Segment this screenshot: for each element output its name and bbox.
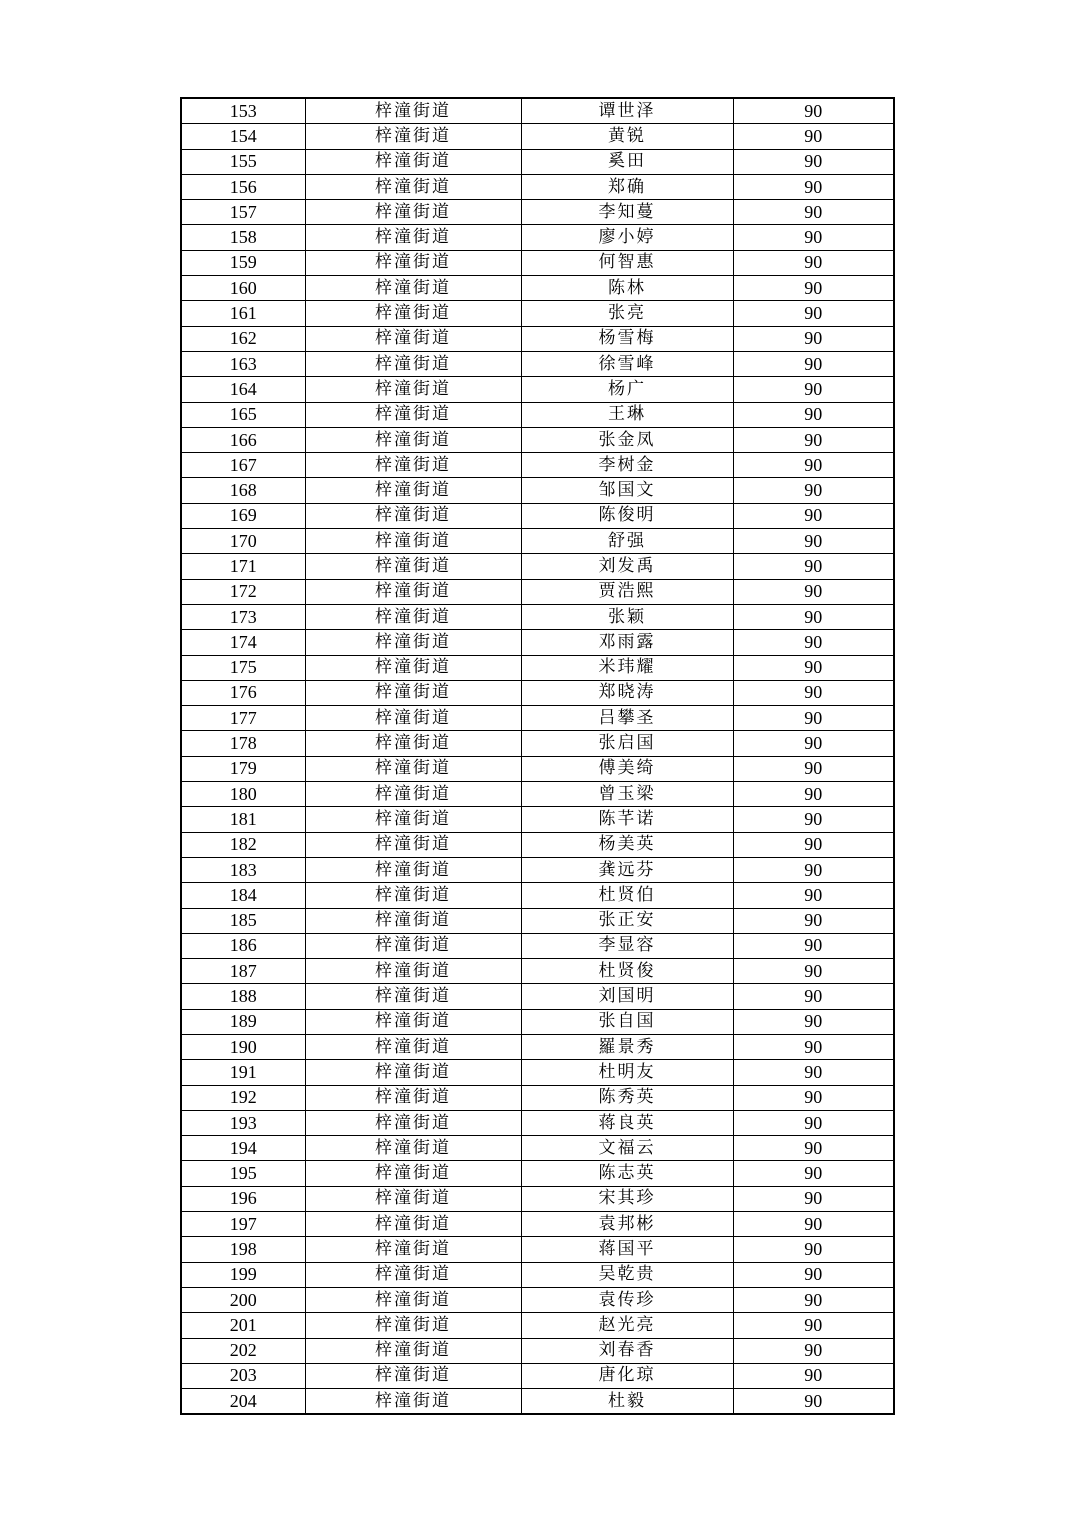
street-cell: 梓潼街道 [305, 1009, 521, 1034]
row-number-cell: 187 [181, 959, 305, 984]
person-name-cell: 邹国文 [521, 478, 733, 503]
score-cell: 90 [733, 933, 894, 958]
row-number-cell: 186 [181, 933, 305, 958]
table-row [181, 1161, 894, 1186]
row-number-cell: 153 [181, 98, 305, 124]
person-name-cell: 米玮耀 [521, 655, 733, 680]
row-number-cell: 155 [181, 149, 305, 174]
score-cell: 90 [733, 706, 894, 731]
table-row [181, 200, 894, 225]
row-number-cell: 172 [181, 579, 305, 604]
person-name-cell: 杨雪梅 [521, 326, 733, 351]
row-number-cell: 166 [181, 427, 305, 452]
score-cell: 90 [733, 200, 894, 225]
person-name-cell: 张颖 [521, 604, 733, 629]
street-cell: 梓潼街道 [305, 1085, 521, 1110]
street-cell: 梓潼街道 [305, 301, 521, 326]
table-row [181, 1287, 894, 1312]
score-cell: 90 [733, 326, 894, 351]
score-cell: 90 [733, 857, 894, 882]
score-cell: 90 [733, 149, 894, 174]
street-cell: 梓潼街道 [305, 453, 521, 478]
street-cell: 梓潼街道 [305, 832, 521, 857]
person-name-cell: 袁邦彬 [521, 1212, 733, 1237]
street-cell: 梓潼街道 [305, 807, 521, 832]
score-cell: 90 [733, 1060, 894, 1085]
person-name-cell: 李显容 [521, 933, 733, 958]
table-row [181, 933, 894, 958]
row-number-cell: 201 [181, 1313, 305, 1338]
row-number-cell: 167 [181, 453, 305, 478]
row-number-cell: 190 [181, 1034, 305, 1059]
person-name-cell: 邓雨露 [521, 630, 733, 655]
table-row [181, 832, 894, 857]
street-cell: 梓潼街道 [305, 377, 521, 402]
score-cell: 90 [733, 756, 894, 781]
person-name-cell: 刘发禹 [521, 554, 733, 579]
table-row [181, 1034, 894, 1059]
row-number-cell: 169 [181, 503, 305, 528]
roster-table-body [181, 98, 894, 1414]
score-cell: 90 [733, 301, 894, 326]
person-name-cell: 袁传珍 [521, 1287, 733, 1312]
table-row [181, 554, 894, 579]
person-name-cell: 杜贤俊 [521, 959, 733, 984]
row-number-cell: 174 [181, 630, 305, 655]
table-row [181, 756, 894, 781]
table-row [181, 1085, 894, 1110]
row-number-cell: 175 [181, 655, 305, 680]
row-number-cell: 196 [181, 1186, 305, 1211]
street-cell: 梓潼街道 [305, 478, 521, 503]
street-cell: 梓潼街道 [305, 554, 521, 579]
person-name-cell: 陈志英 [521, 1161, 733, 1186]
person-name-cell: 郑晓涛 [521, 680, 733, 705]
person-name-cell: 舒强 [521, 529, 733, 554]
score-cell: 90 [733, 1287, 894, 1312]
street-cell: 梓潼街道 [305, 276, 521, 301]
score-cell: 90 [733, 1363, 894, 1388]
table-row [181, 883, 894, 908]
row-number-cell: 181 [181, 807, 305, 832]
score-cell: 90 [733, 554, 894, 579]
street-cell: 梓潼街道 [305, 1313, 521, 1338]
score-cell: 90 [733, 908, 894, 933]
table-row [181, 604, 894, 629]
table-row [181, 1110, 894, 1135]
street-cell: 梓潼街道 [305, 579, 521, 604]
person-name-cell: 陈俊明 [521, 503, 733, 528]
table-row [181, 174, 894, 199]
score-cell: 90 [733, 579, 894, 604]
table-row [181, 478, 894, 503]
score-cell: 90 [733, 731, 894, 756]
street-cell: 梓潼街道 [305, 225, 521, 250]
street-cell: 梓潼街道 [305, 326, 521, 351]
table-row [181, 655, 894, 680]
roster-table [180, 97, 895, 1415]
table-row [181, 124, 894, 149]
row-number-cell: 195 [181, 1161, 305, 1186]
row-number-cell: 177 [181, 706, 305, 731]
table-row [181, 1389, 894, 1415]
table-row [181, 807, 894, 832]
person-name-cell: 文福云 [521, 1136, 733, 1161]
street-cell: 梓潼街道 [305, 984, 521, 1009]
table-row [181, 98, 894, 124]
person-name-cell: 张自国 [521, 1009, 733, 1034]
table-row [181, 276, 894, 301]
table-row [181, 908, 894, 933]
person-name-cell: 陈芊诺 [521, 807, 733, 832]
person-name-cell: 张金凤 [521, 427, 733, 452]
street-cell: 梓潼街道 [305, 1212, 521, 1237]
table-row [181, 1363, 894, 1388]
person-name-cell: 黄锐 [521, 124, 733, 149]
score-cell: 90 [733, 1034, 894, 1059]
person-name-cell: 张正安 [521, 908, 733, 933]
person-name-cell: 张启国 [521, 731, 733, 756]
row-number-cell: 194 [181, 1136, 305, 1161]
score-cell: 90 [733, 1009, 894, 1034]
table-row [181, 1237, 894, 1262]
row-number-cell: 178 [181, 731, 305, 756]
person-name-cell: 羅景秀 [521, 1034, 733, 1059]
street-cell: 梓潼街道 [305, 1186, 521, 1211]
street-cell: 梓潼街道 [305, 1287, 521, 1312]
row-number-cell: 189 [181, 1009, 305, 1034]
score-cell: 90 [733, 1389, 894, 1415]
street-cell: 梓潼街道 [305, 908, 521, 933]
street-cell: 梓潼街道 [305, 933, 521, 958]
street-cell: 梓潼街道 [305, 680, 521, 705]
person-name-cell: 贾浩熙 [521, 579, 733, 604]
table-row [181, 1212, 894, 1237]
person-name-cell: 郑确 [521, 174, 733, 199]
score-cell: 90 [733, 402, 894, 427]
street-cell: 梓潼街道 [305, 1363, 521, 1388]
row-number-cell: 162 [181, 326, 305, 351]
person-name-cell: 陈秀英 [521, 1085, 733, 1110]
score-cell: 90 [733, 1338, 894, 1363]
person-name-cell: 刘春香 [521, 1338, 733, 1363]
table-row [181, 351, 894, 376]
table-row [181, 579, 894, 604]
score-cell: 90 [733, 630, 894, 655]
score-cell: 90 [733, 98, 894, 124]
row-number-cell: 185 [181, 908, 305, 933]
row-number-cell: 198 [181, 1237, 305, 1262]
table-row [181, 529, 894, 554]
score-cell: 90 [733, 124, 894, 149]
score-cell: 90 [733, 351, 894, 376]
person-name-cell: 何智惠 [521, 250, 733, 275]
score-cell: 90 [733, 1110, 894, 1135]
score-cell: 90 [733, 478, 894, 503]
person-name-cell: 杜贤伯 [521, 883, 733, 908]
street-cell: 梓潼街道 [305, 503, 521, 528]
street-cell: 梓潼街道 [305, 1389, 521, 1415]
person-name-cell: 廖小婷 [521, 225, 733, 250]
street-cell: 梓潼街道 [305, 756, 521, 781]
table-row [181, 326, 894, 351]
row-number-cell: 199 [181, 1262, 305, 1287]
score-cell: 90 [733, 427, 894, 452]
score-cell: 90 [733, 1313, 894, 1338]
row-number-cell: 193 [181, 1110, 305, 1135]
score-cell: 90 [733, 1136, 894, 1161]
street-cell: 梓潼街道 [305, 1110, 521, 1135]
person-name-cell: 徐雪峰 [521, 351, 733, 376]
person-name-cell: 李知蔓 [521, 200, 733, 225]
person-name-cell: 陈林 [521, 276, 733, 301]
row-number-cell: 203 [181, 1363, 305, 1388]
street-cell: 梓潼街道 [305, 98, 521, 124]
person-name-cell: 杨广 [521, 377, 733, 402]
row-number-cell: 158 [181, 225, 305, 250]
score-cell: 90 [733, 959, 894, 984]
person-name-cell: 李树金 [521, 453, 733, 478]
street-cell: 梓潼街道 [305, 529, 521, 554]
person-name-cell: 赵光亮 [521, 1313, 733, 1338]
person-name-cell: 吴乾贵 [521, 1262, 733, 1287]
street-cell: 梓潼街道 [305, 655, 521, 680]
row-number-cell: 192 [181, 1085, 305, 1110]
person-name-cell: 龚远芬 [521, 857, 733, 882]
table-row [181, 959, 894, 984]
score-cell: 90 [733, 1237, 894, 1262]
row-number-cell: 188 [181, 984, 305, 1009]
score-cell: 90 [733, 604, 894, 629]
street-cell: 梓潼街道 [305, 1161, 521, 1186]
score-cell: 90 [733, 1161, 894, 1186]
score-cell: 90 [733, 225, 894, 250]
street-cell: 梓潼街道 [305, 1034, 521, 1059]
row-number-cell: 197 [181, 1212, 305, 1237]
street-cell: 梓潼街道 [305, 1237, 521, 1262]
table-row [181, 427, 894, 452]
row-number-cell: 184 [181, 883, 305, 908]
street-cell: 梓潼街道 [305, 1338, 521, 1363]
score-cell: 90 [733, 807, 894, 832]
street-cell: 梓潼街道 [305, 883, 521, 908]
row-number-cell: 163 [181, 351, 305, 376]
table-row [181, 453, 894, 478]
person-name-cell: 奚田 [521, 149, 733, 174]
street-cell: 梓潼街道 [305, 959, 521, 984]
table-row [181, 1009, 894, 1034]
table-row [181, 706, 894, 731]
score-cell: 90 [733, 250, 894, 275]
table-row [181, 1186, 894, 1211]
person-name-cell: 刘国明 [521, 984, 733, 1009]
table-row [181, 731, 894, 756]
table-row [181, 857, 894, 882]
row-number-cell: 157 [181, 200, 305, 225]
row-number-cell: 204 [181, 1389, 305, 1415]
row-number-cell: 164 [181, 377, 305, 402]
score-cell: 90 [733, 276, 894, 301]
table-row [181, 301, 894, 326]
person-name-cell: 曾玉梁 [521, 782, 733, 807]
street-cell: 梓潼街道 [305, 731, 521, 756]
street-cell: 梓潼街道 [305, 1262, 521, 1287]
street-cell: 梓潼街道 [305, 174, 521, 199]
score-cell: 90 [733, 503, 894, 528]
row-number-cell: 154 [181, 124, 305, 149]
street-cell: 梓潼街道 [305, 402, 521, 427]
row-number-cell: 173 [181, 604, 305, 629]
street-cell: 梓潼街道 [305, 706, 521, 731]
person-name-cell: 蒋国平 [521, 1237, 733, 1262]
table-row [181, 503, 894, 528]
score-cell: 90 [733, 1262, 894, 1287]
person-name-cell: 杜毅 [521, 1389, 733, 1415]
table-row [181, 250, 894, 275]
street-cell: 梓潼街道 [305, 1060, 521, 1085]
row-number-cell: 179 [181, 756, 305, 781]
score-cell: 90 [733, 453, 894, 478]
street-cell: 梓潼街道 [305, 857, 521, 882]
score-cell: 90 [733, 529, 894, 554]
score-cell: 90 [733, 883, 894, 908]
street-cell: 梓潼街道 [305, 250, 521, 275]
row-number-cell: 183 [181, 857, 305, 882]
score-cell: 90 [733, 1186, 894, 1211]
table-row [181, 402, 894, 427]
table-row [181, 782, 894, 807]
table-row [181, 225, 894, 250]
person-name-cell: 杜明友 [521, 1060, 733, 1085]
score-cell: 90 [733, 655, 894, 680]
street-cell: 梓潼街道 [305, 351, 521, 376]
score-cell: 90 [733, 984, 894, 1009]
person-name-cell: 傅美绮 [521, 756, 733, 781]
person-name-cell: 谭世泽 [521, 98, 733, 124]
table-row [181, 1262, 894, 1287]
row-number-cell: 160 [181, 276, 305, 301]
street-cell: 梓潼街道 [305, 124, 521, 149]
table-row [181, 1313, 894, 1338]
score-cell: 90 [733, 1085, 894, 1110]
person-name-cell: 蒋良英 [521, 1110, 733, 1135]
row-number-cell: 168 [181, 478, 305, 503]
person-name-cell: 杨美英 [521, 832, 733, 857]
row-number-cell: 159 [181, 250, 305, 275]
row-number-cell: 156 [181, 174, 305, 199]
person-name-cell: 宋其珍 [521, 1186, 733, 1211]
row-number-cell: 165 [181, 402, 305, 427]
person-name-cell: 王琳 [521, 402, 733, 427]
score-cell: 90 [733, 174, 894, 199]
row-number-cell: 161 [181, 301, 305, 326]
table-row [181, 1060, 894, 1085]
score-cell: 90 [733, 680, 894, 705]
person-name-cell: 吕攀圣 [521, 706, 733, 731]
person-name-cell: 唐化琼 [521, 1363, 733, 1388]
table-row [181, 1136, 894, 1161]
score-cell: 90 [733, 832, 894, 857]
table-row [181, 1338, 894, 1363]
person-name-cell: 张亮 [521, 301, 733, 326]
table-row [181, 377, 894, 402]
row-number-cell: 176 [181, 680, 305, 705]
table-row [181, 630, 894, 655]
table-row [181, 149, 894, 174]
row-number-cell: 202 [181, 1338, 305, 1363]
row-number-cell: 170 [181, 529, 305, 554]
row-number-cell: 200 [181, 1287, 305, 1312]
street-cell: 梓潼街道 [305, 630, 521, 655]
table-row [181, 680, 894, 705]
row-number-cell: 182 [181, 832, 305, 857]
street-cell: 梓潼街道 [305, 1136, 521, 1161]
row-number-cell: 171 [181, 554, 305, 579]
row-number-cell: 180 [181, 782, 305, 807]
street-cell: 梓潼街道 [305, 782, 521, 807]
table-row [181, 984, 894, 1009]
street-cell: 梓潼街道 [305, 427, 521, 452]
score-cell: 90 [733, 377, 894, 402]
street-cell: 梓潼街道 [305, 149, 521, 174]
row-number-cell: 191 [181, 1060, 305, 1085]
street-cell: 梓潼街道 [305, 200, 521, 225]
score-cell: 90 [733, 782, 894, 807]
street-cell: 梓潼街道 [305, 604, 521, 629]
score-cell: 90 [733, 1212, 894, 1237]
